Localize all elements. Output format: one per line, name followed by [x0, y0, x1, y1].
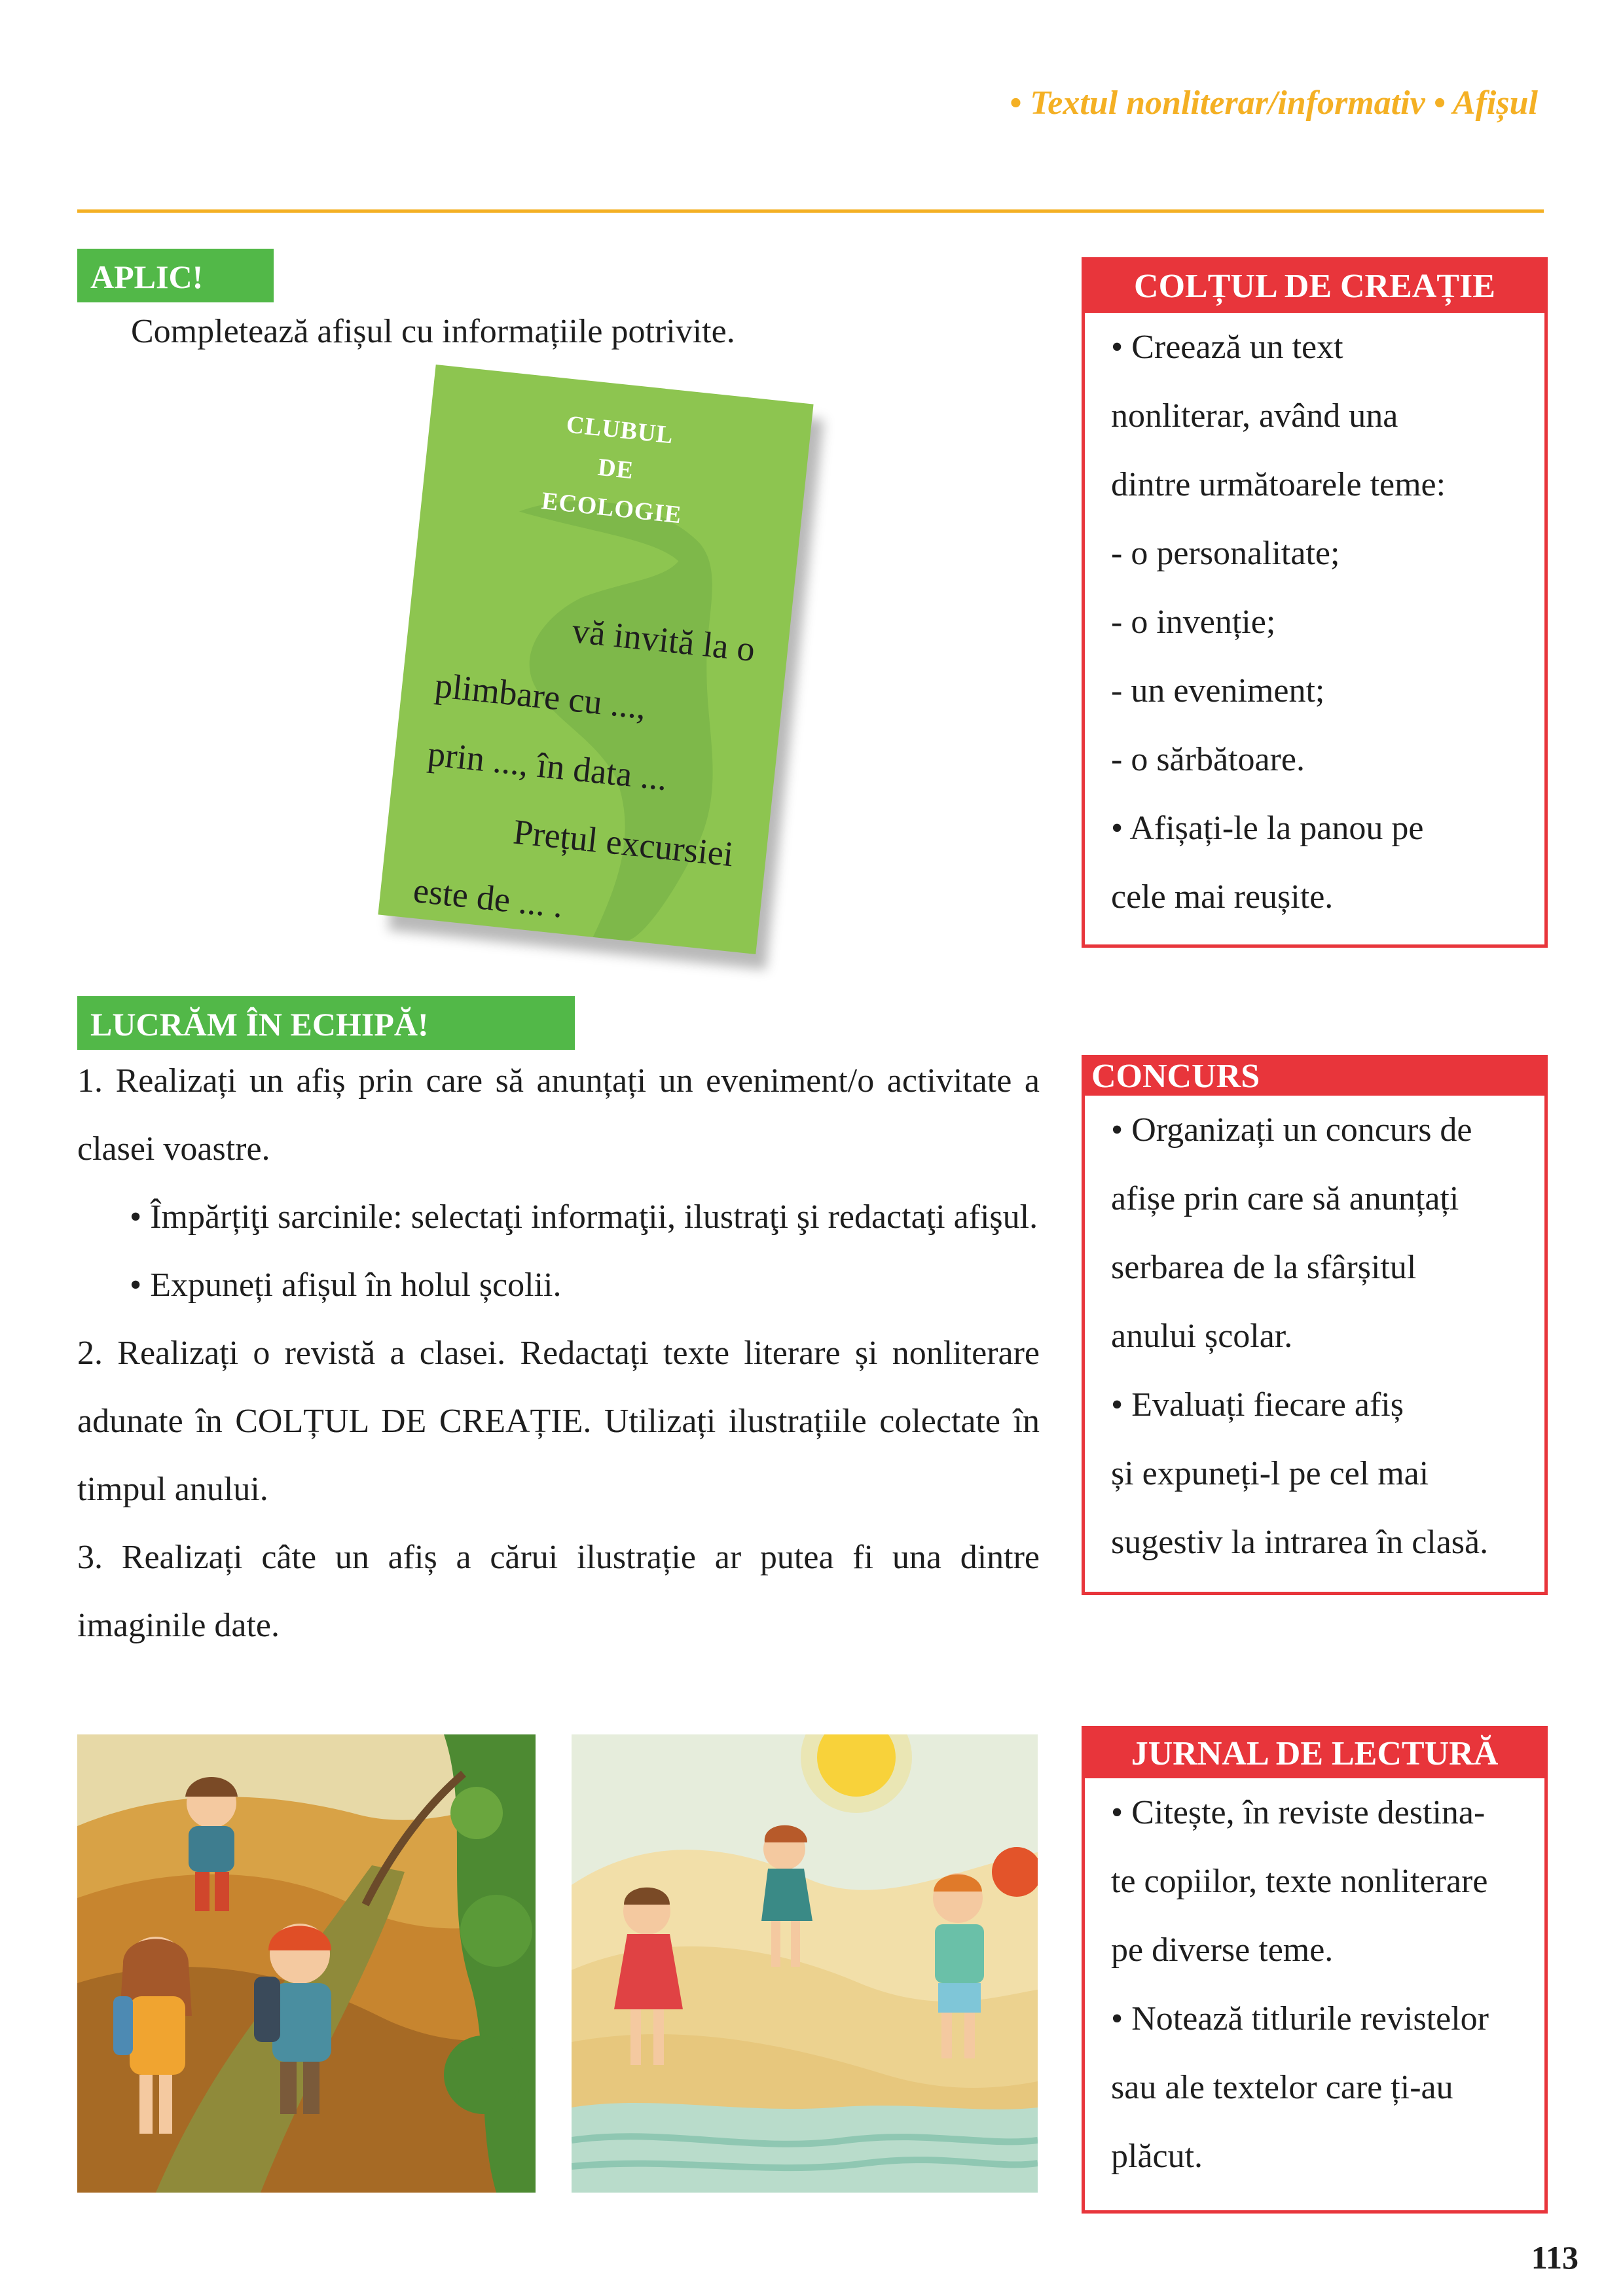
poster-text-line-5: este de ... . [411, 870, 565, 925]
poster-text-line-2: plimbare cu ..., [433, 665, 648, 727]
jurnal-line-1: • Citește, în reviste destina- [1111, 1794, 1486, 1831]
concurs-line-1: • Organizați un concurs de [1111, 1111, 1472, 1149]
coltul-line-8: • Afișați-le la panou pe [1111, 810, 1424, 847]
coltul-box [1082, 257, 1548, 948]
poster-title-line-1: CLUBUL [564, 410, 675, 450]
page-number: 113 [1531, 2239, 1578, 2276]
lucram-item-3: 3. Realizați câte un afiș a cărui ilustrație ar putea fi una dintre imaginile date. [77, 1539, 1040, 1644]
concurs-box [1082, 1055, 1548, 1595]
coltul-line-7: - o sărbătoare. [1111, 741, 1305, 778]
lucram-item-1: 1. Realizați un afiș prin care să anunțați un eveniment/o activitate a clasei voastre. [77, 1062, 1040, 1168]
jurnal-line-4: • Notează titlurile revistelor [1111, 2000, 1489, 2037]
coltul-line-2: nonliterar, având una [1111, 397, 1398, 435]
running-title: • Textul nonliterar/informativ • Afișul [1010, 84, 1538, 122]
lucram-item-2: 2. Realizați o revistă a clasei. Redactați texte literare și nonliterare adunate în COLȚUL DE CREAȚIE. Utilizați ilustrațiile colectate în timpul anului. [77, 1335, 1040, 1508]
concurs-title: CONCURS [1082, 1055, 1548, 1096]
concurs-line-7: sugestiv la intrarea în clasă. [1111, 1524, 1489, 1561]
coltul-title: COLȚUL DE CREAȚIE [1082, 257, 1548, 313]
coltul-line-4: - o personalitate; [1111, 535, 1340, 572]
lucram-tag: LUCRĂM ÎN ECHIPĂ! [77, 996, 575, 1050]
illustration-hiking [77, 1734, 536, 2193]
jurnal-title: JURNAL DE LECTURĂ [1082, 1726, 1548, 1778]
concurs-line-5: • Evaluați fiecare afiș [1111, 1386, 1404, 1424]
poster-title-line-2: DE [596, 453, 636, 485]
illustration-beach [572, 1734, 1038, 2193]
concurs-line-2: afișe prin care să anunțați [1111, 1180, 1459, 1217]
lucram-item-1b: • Expuneți afișul în holul școlii. [130, 1266, 562, 1304]
coltul-line-3: dintre următoarele teme: [1111, 466, 1446, 503]
aplic-tag: APLIC! [77, 249, 274, 302]
coltul-line-1: • Creează un text [1111, 329, 1343, 366]
poster-text-line-3: prin ..., în data ... [426, 734, 670, 798]
poster-title-line-3: ECOLOGIE [540, 487, 684, 529]
coltul-line-6: - un eveniment; [1111, 672, 1325, 709]
concurs-line-3: serbarea de la sfârșitul [1111, 1249, 1417, 1286]
jurnal-line-3: pe diverse teme. [1111, 1931, 1334, 1969]
header-rule [77, 209, 1544, 213]
jurnal-box [1082, 1726, 1548, 2214]
poster-text-line-1: vă invită la o [570, 611, 757, 670]
coltul-line-5: - o invenție; [1111, 603, 1276, 641]
poster-text-line-4: Prețul excursiei [511, 812, 736, 874]
aplic-instruction: Completează afișul cu informațiile potrivite. [131, 313, 735, 350]
jurnal-line-2: te copiilor, texte nonliterare [1111, 1863, 1488, 1900]
concurs-line-4: anului școlar. [1111, 1318, 1293, 1355]
lucram-item-1a: • Împărțiţi sarcinile: selectaţi informaţii, ilustraţi şi redactaţi afişul. [130, 1198, 1038, 1236]
jurnal-line-5: sau ale textelor care ți-au [1111, 2069, 1453, 2106]
concurs-line-6: și expuneți-l pe cel mai [1111, 1455, 1429, 1492]
poster [406, 383, 786, 936]
jurnal-line-6: plăcut. [1111, 2138, 1203, 2175]
coltul-line-9: cele mai reușite. [1111, 878, 1334, 916]
